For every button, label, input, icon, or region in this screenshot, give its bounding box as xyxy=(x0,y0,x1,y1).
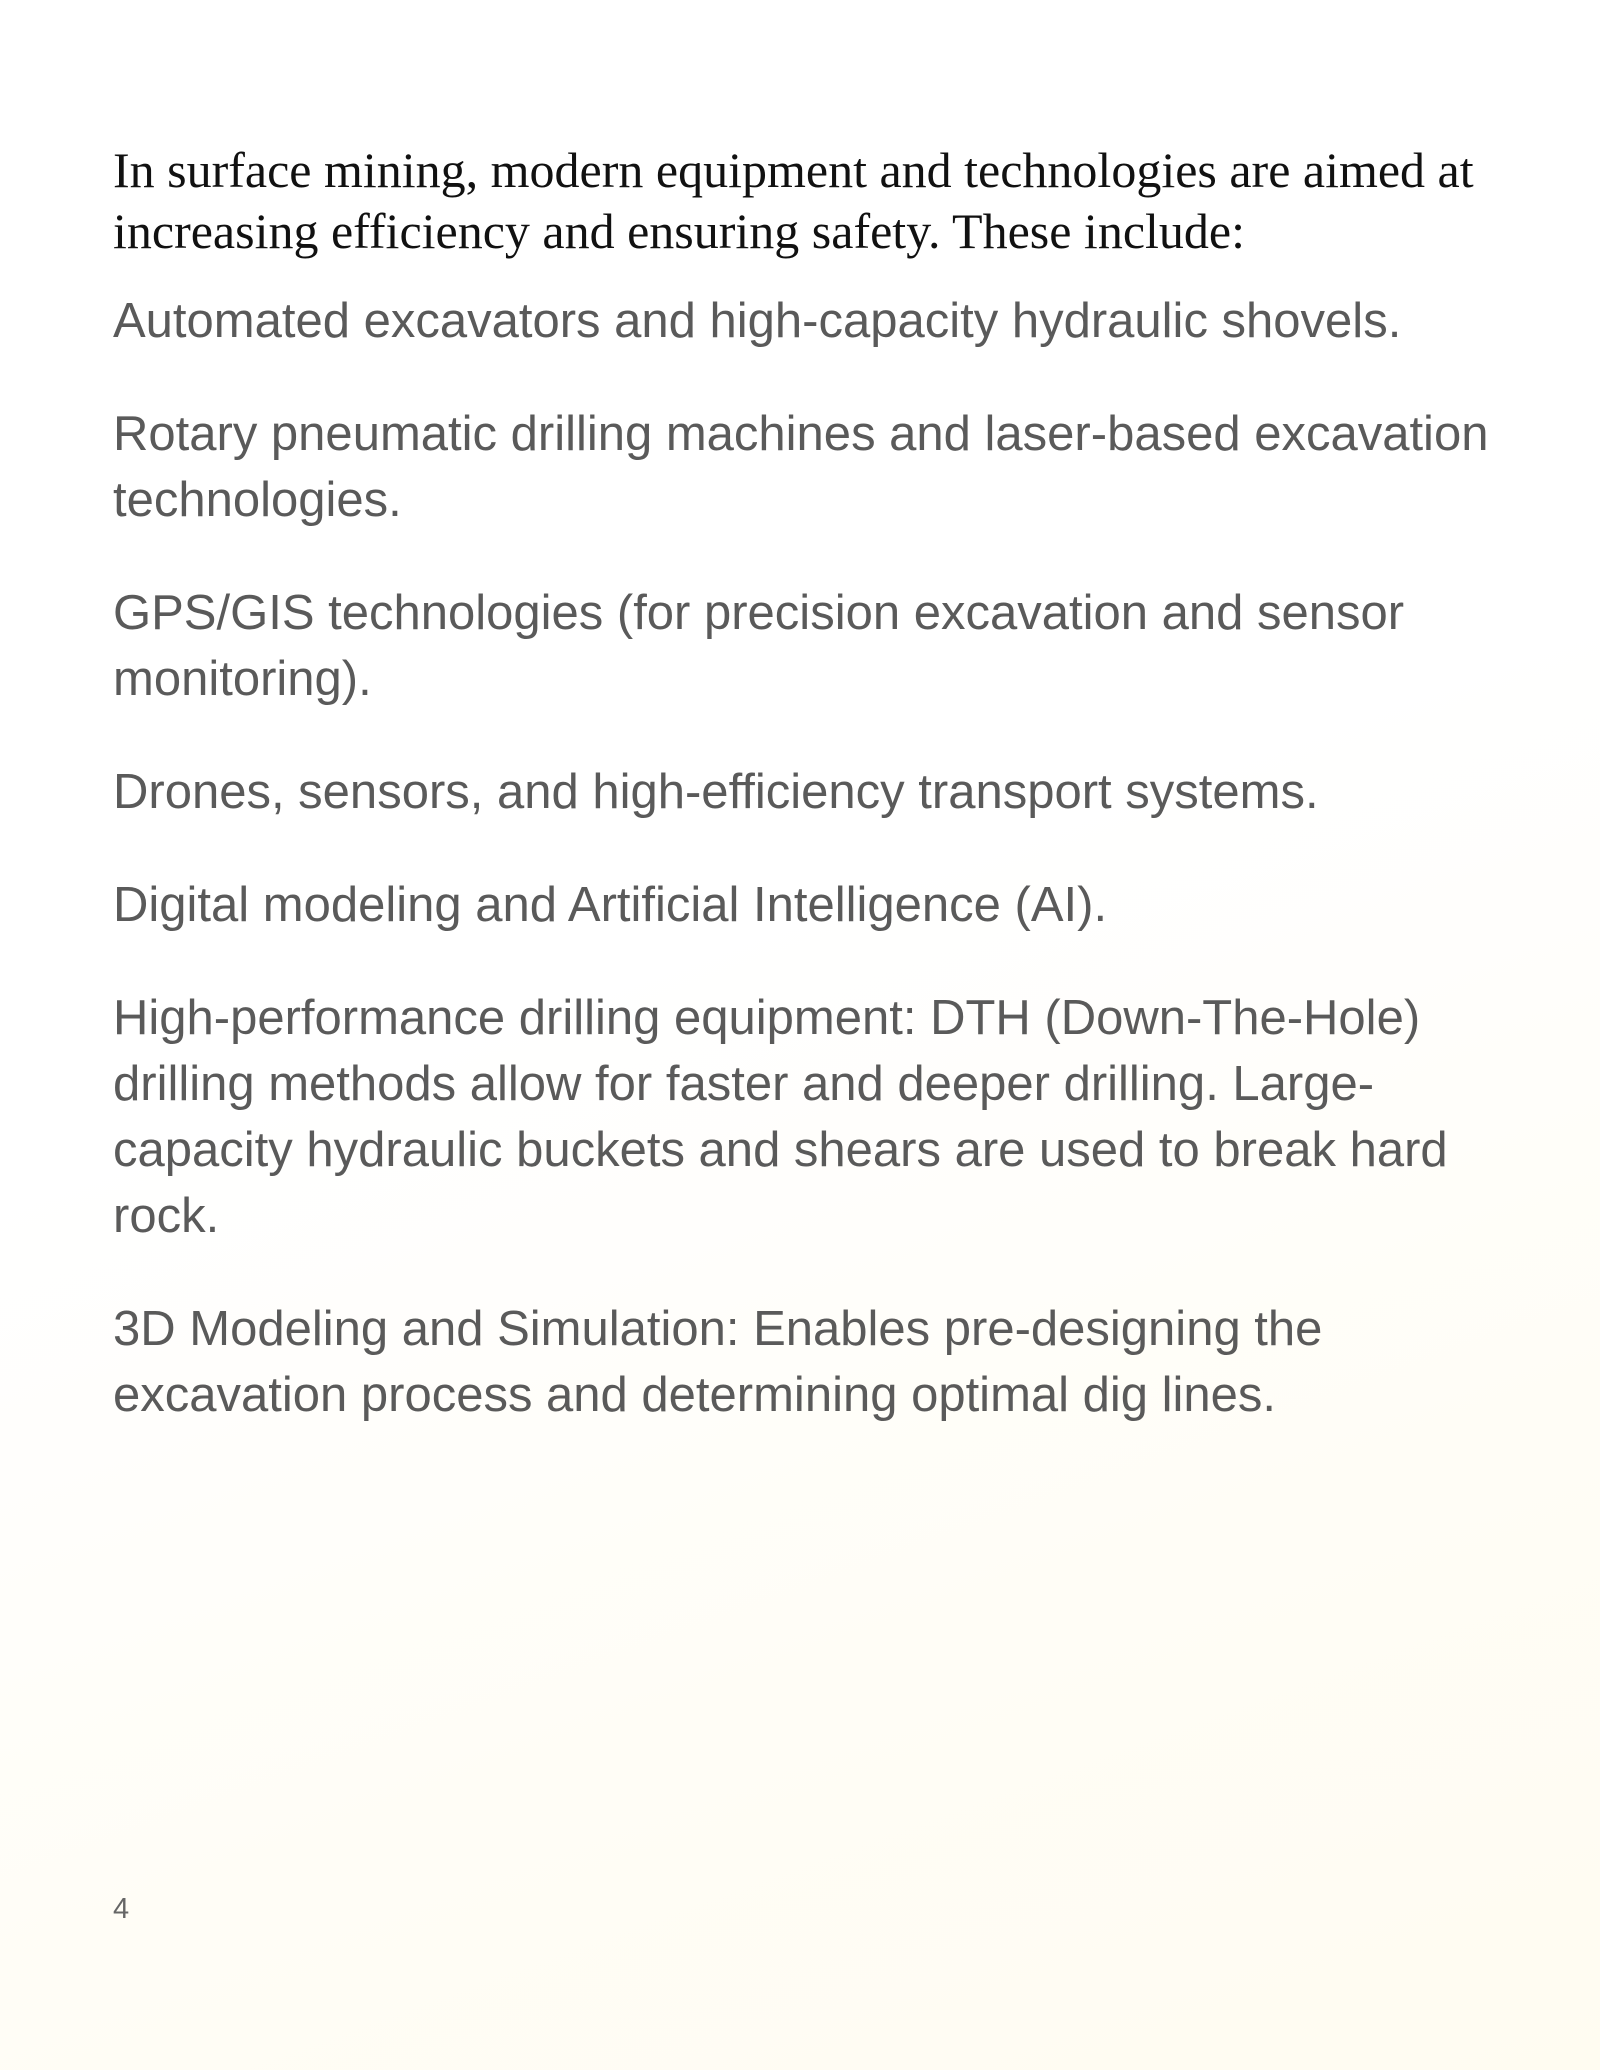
page-number: 4 xyxy=(113,1893,130,1925)
list-item: Drones, sensors, and high-efficiency transport systems. xyxy=(113,765,1319,819)
document-page xyxy=(113,140,1513,1475)
list-item: GPS/GIS technologies (for precision excavation and sensor monitoring). xyxy=(113,586,1405,706)
list-item: High-performance drilling equipment: DTH (Down-The-Hole) drilling methods allow for faster and deeper drilling. Large-capacity hydraulic buckets and shears are used to break hard rock. xyxy=(113,991,1448,1243)
list-item: Rotary pneumatic drilling machines and laser-based excavation technologies. xyxy=(113,407,1489,527)
intro-paragraph: In surface mining, modern equipment and technologies are aimed at increasing efficiency and ensuring safety. These include: xyxy=(113,142,1474,259)
list-item: 3D Modeling and Simulation: Enables pre-designing the excavation process and determining optimal dig lines. xyxy=(113,1302,1323,1422)
list-item: Digital modeling and Artificial Intelligence (AI). xyxy=(113,878,1108,932)
list-item: Automated excavators and high-capacity hydraulic shovels. xyxy=(113,294,1402,348)
